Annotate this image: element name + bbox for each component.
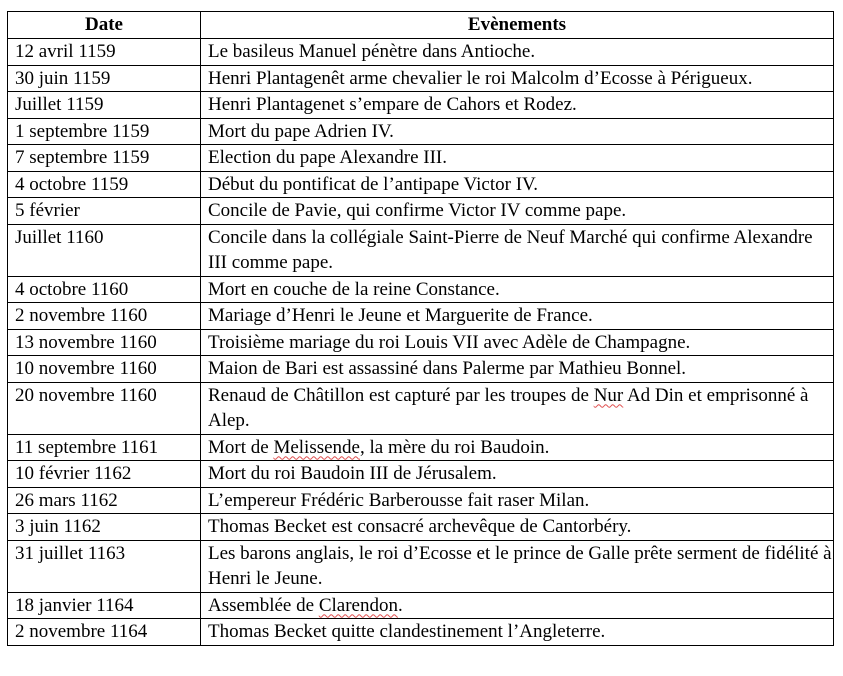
row-event: Début du pontificat de l’antipape Victor IV.	[201, 171, 834, 198]
row-event: Concile de Pavie, qui confirme Victor IV comme pape.	[201, 198, 834, 225]
table-row	[8, 540, 834, 592]
row-event: Renaud de Châtillon est capturé par les troupes de Nur Ad Din et emprisonné à Alep.	[201, 382, 834, 434]
row-event: Mort de Melissende, la mère du roi Baudoin.	[201, 434, 834, 461]
row-event: Les barons anglais, le roi d’Ecosse et le prince de Galle prête serment de fidélité à Henri le Jeune.	[201, 540, 834, 592]
row-event: Maion de Bari est assassiné dans Palerme par Mathieu Bonnel.	[201, 356, 834, 383]
table-row	[8, 356, 834, 383]
row-date: 10 février 1162	[8, 461, 201, 488]
row-date: 3 juin 1162	[8, 514, 201, 541]
table-row	[8, 514, 834, 541]
table-row	[8, 487, 834, 514]
row-event: Assemblée de Clarendon.	[201, 592, 834, 619]
row-date: 1 septembre 1159	[8, 118, 201, 145]
row-event: Concile dans la collégiale Saint-Pierre de Neuf Marché qui confirme Alexandre III comme pape.	[201, 224, 834, 276]
table-row	[8, 198, 834, 225]
row-date: 13 novembre 1160	[8, 329, 201, 356]
row-event: Election du pape Alexandre III.	[201, 145, 834, 172]
table-row	[8, 592, 834, 619]
row-date: Juillet 1159	[8, 92, 201, 119]
chronology-table	[7, 11, 834, 646]
row-date: 12 avril 1159	[8, 39, 201, 66]
table-row	[8, 382, 834, 434]
row-date: 20 novembre 1160	[8, 382, 201, 434]
table-row	[8, 303, 834, 330]
row-date: 10 novembre 1160	[8, 356, 201, 383]
row-date: 4 octobre 1160	[8, 276, 201, 303]
header-date: Date	[8, 12, 201, 39]
row-date: 26 mars 1162	[8, 487, 201, 514]
row-event: Mort en couche de la reine Constance.	[201, 276, 834, 303]
row-date: 5 février	[8, 198, 201, 225]
table-row	[8, 65, 834, 92]
row-date: Juillet 1160	[8, 224, 201, 276]
row-date: 18 janvier 1164	[8, 592, 201, 619]
table-row	[8, 224, 834, 276]
row-event: Troisième mariage du roi Louis VII avec Adèle de Champagne.	[201, 329, 834, 356]
row-date: 7 septembre 1159	[8, 145, 201, 172]
table-row	[8, 276, 834, 303]
row-event: Mariage d’Henri le Jeune et Marguerite de France.	[201, 303, 834, 330]
row-date: 2 novembre 1160	[8, 303, 201, 330]
table-row	[8, 329, 834, 356]
row-date: 11 septembre 1161	[8, 434, 201, 461]
table-row	[8, 461, 834, 488]
table-header-row	[8, 12, 834, 39]
row-date: 2 novembre 1164	[8, 619, 201, 646]
table-row	[8, 434, 834, 461]
table-row	[8, 145, 834, 172]
row-event: Thomas Becket est consacré archevêque de Cantorbéry.	[201, 514, 834, 541]
row-date: 30 juin 1159	[8, 65, 201, 92]
row-event: Henri Plantagenêt arme chevalier le roi Malcolm d’Ecosse à Périgueux.	[201, 65, 834, 92]
row-date: 31 juillet 1163	[8, 540, 201, 592]
table-row	[8, 619, 834, 646]
row-date: 4 octobre 1159	[8, 171, 201, 198]
row-event: Le basileus Manuel pénètre dans Antioche.	[201, 39, 834, 66]
row-event: L’empereur Frédéric Barberousse fait raser Milan.	[201, 487, 834, 514]
row-event: Henri Plantagenet s’empare de Cahors et Rodez.	[201, 92, 834, 119]
table-row	[8, 39, 834, 66]
row-event: Mort du pape Adrien IV.	[201, 118, 834, 145]
table-row	[8, 118, 834, 145]
header-events: Evènements	[201, 12, 834, 39]
table-row	[8, 171, 834, 198]
table-row	[8, 92, 834, 119]
row-event: Thomas Becket quitte clandestinement l’Angleterre.	[201, 619, 834, 646]
row-event: Mort du roi Baudoin III de Jérusalem.	[201, 461, 834, 488]
